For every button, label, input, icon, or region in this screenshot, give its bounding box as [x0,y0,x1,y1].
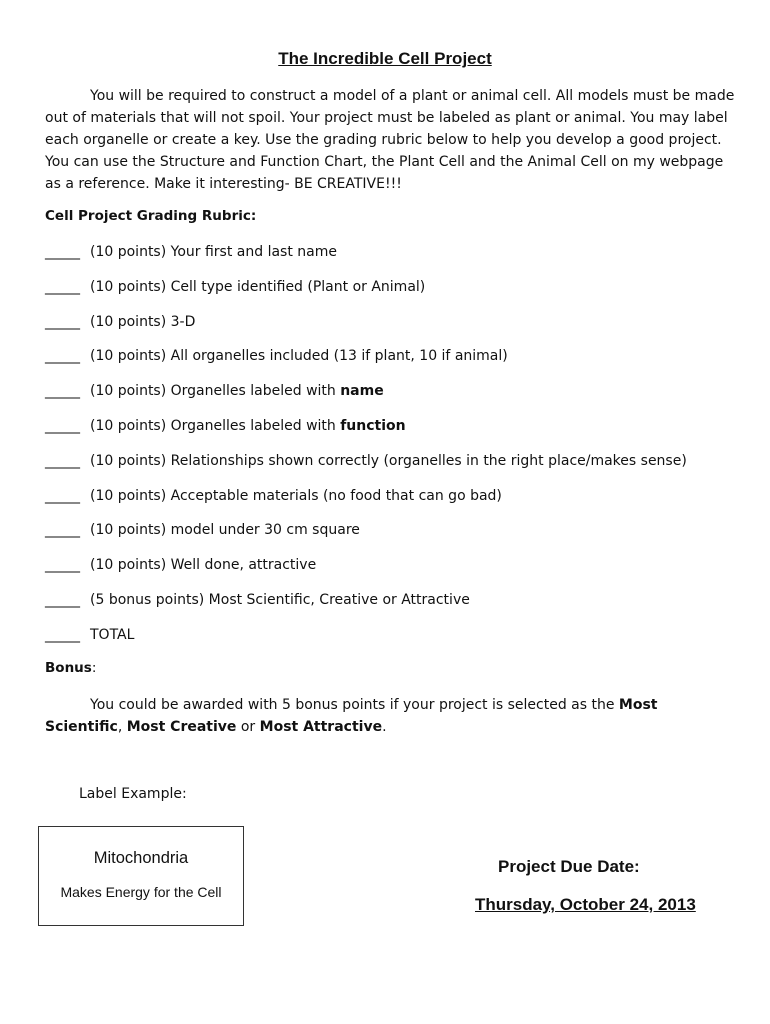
rubric-item-text: (10 points) Relationships shown correctly (organelles in the right place/makes sense) [90,452,687,469]
bonus-heading-label: Bonus [45,660,92,676]
rubric-item-bold: function [340,417,406,434]
rubric-item-text: (10 points) Your first and last name [90,244,337,260]
score-blank: _____ [45,348,80,365]
score-blank: _____ [45,278,80,295]
rubric-item-text: TOTAL [90,626,135,643]
rubric-item-text: (10 points) 3-D [90,313,196,330]
bonus-sep-2: or [236,719,260,735]
rubric-heading: Cell Project Grading Rubric: [45,208,257,224]
due-date-value: Thursday, October 24, 2013 [475,895,696,914]
rubric-item [45,554,745,589]
bonus-paragraph [45,694,735,738]
score-blank: _____ [45,383,80,400]
intro-paragraph: You will be required to construct a model of a plant or animal cell. All models must be made out of materials that will not spoil. Your project must be labeled as plant or animal. You may label each organelle or create a key. Use the grading rubric below to help you develop a good project. You can use the Structure and Function Chart, the Plant Cell and the Animal Cell on my webpage as a reference. Make it interesting- BE CREATIVE!!! [45,88,735,192]
rubric-list [45,241,745,659]
score-blank: _____ [45,557,80,574]
rubric-item [45,485,745,520]
rubric-item [45,589,745,624]
rubric-item-text: (5 bonus points) Most Scientific, Creative or Attractive [90,591,470,608]
rubric-item-text: (10 points) Acceptable materials (no food that can go bad) [90,487,502,504]
rubric-item-text: (10 points) Organelles labeled with [90,383,341,400]
bonus-heading-colon: : [91,660,97,676]
rubric-item [45,241,745,276]
bonus-end: . [382,719,387,735]
rubric-item-text: (10 points) model under 30 cm square [90,522,360,539]
rubric-item-bold: name [340,383,384,400]
score-blank: _____ [45,626,80,643]
rubric-item [45,415,745,450]
bonus-text-start: You could be awarded with 5 bonus points if your project is selected as the [90,697,619,713]
rubric-item [45,380,745,415]
most-creative: Most Creative [126,719,237,735]
most-attractive: Most Attractive [259,719,383,735]
score-blank: _____ [45,487,80,504]
page-title: The Incredible Cell Project [278,49,492,68]
label-example-box [38,826,244,926]
score-blank: _____ [45,417,80,434]
rubric-item [45,276,745,311]
rubric-item-text: (10 points) Well done, attractive [90,557,317,574]
label-example-caption: Label Example: [79,786,187,802]
score-blank: _____ [45,591,80,608]
rubric-item-total [45,624,745,659]
rubric-item-text: (10 points) All organelles included (13 if plant, 10 if animal) [90,348,508,365]
rubric-item [45,450,745,485]
rubric-item [45,519,745,554]
score-blank: _____ [45,244,80,260]
bonus-heading [45,660,96,676]
organelle-name: Mitochondria [93,849,189,867]
bonus-sep-1: , [117,719,127,735]
most-scientific: Most Scientific [45,697,658,735]
due-date-label: Project Due Date: [498,857,640,876]
organelle-function: Makes Energy for the Cell [60,884,222,900]
score-blank: _____ [45,522,80,539]
rubric-item [45,311,745,346]
rubric-item [45,345,745,380]
rubric-item-text: (10 points) Organelles labeled with [90,417,341,434]
score-blank: _____ [45,313,80,330]
score-blank: _____ [45,452,80,469]
rubric-item-text: (10 points) Cell type identified (Plant or Animal) [90,278,426,295]
